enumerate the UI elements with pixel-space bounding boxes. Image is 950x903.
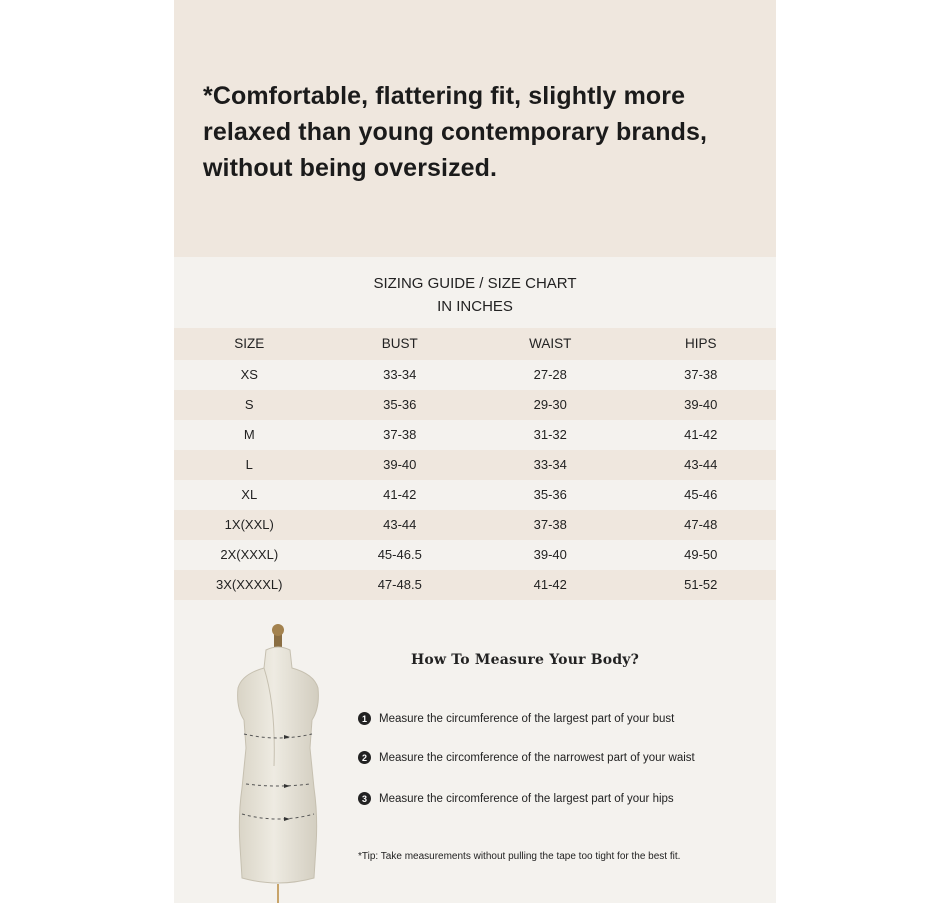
size-cell: L xyxy=(245,457,253,472)
waist-cell: 37-38 xyxy=(533,517,567,532)
waist-cell: 29-30 xyxy=(533,397,567,412)
size-cell: S xyxy=(244,397,254,412)
hips-cell: 49-50 xyxy=(684,547,718,562)
size-cell: XS xyxy=(240,367,258,382)
hips-cell: 37-38 xyxy=(684,367,718,382)
hips-cell: 47-48 xyxy=(684,517,718,532)
size-cell: 3X(XXXXL) xyxy=(216,577,283,592)
bust-cell: 41-42 xyxy=(383,487,417,502)
bust-cell: 35-36 xyxy=(383,397,417,412)
waist-cell: 41-42 xyxy=(533,577,567,592)
step-number-badge: 1 xyxy=(358,712,371,725)
dress-form-illustration xyxy=(214,616,344,903)
fit-description: *Comfortable, flattering fit, slightly more relaxed than young contemporary brands, without being oversized. xyxy=(203,82,708,182)
hips-cell: 51-52 xyxy=(684,577,718,592)
table-row xyxy=(174,360,776,390)
measure-step-hips xyxy=(358,792,674,805)
waist-cell: 31-32 xyxy=(533,427,567,442)
bust-cell: 47-48.5 xyxy=(377,577,422,592)
waist-cell: 35-36 xyxy=(533,487,567,502)
bust-cell: 37-38 xyxy=(383,427,417,442)
size-cell: 1X(XXL) xyxy=(224,517,274,532)
chart-title xyxy=(174,272,776,318)
header-size: SIZE xyxy=(234,336,265,351)
step-number-badge: 2 xyxy=(358,751,371,764)
intro-panel xyxy=(174,0,776,257)
table-row xyxy=(174,450,776,480)
size-guide-page xyxy=(174,0,776,903)
chart-title-line2: IN INCHES xyxy=(437,298,513,315)
waist-cell: 33-34 xyxy=(533,457,567,472)
table-row xyxy=(174,390,776,420)
bust-cell: 39-40 xyxy=(383,457,417,472)
waist-cell: 27-28 xyxy=(533,367,567,382)
bust-cell: 33-34 xyxy=(383,367,417,382)
hips-cell: 43-44 xyxy=(684,457,718,472)
step-number-badge: 3 xyxy=(358,792,371,805)
measure-step-waist xyxy=(358,751,695,764)
header-waist: WAIST xyxy=(529,336,572,351)
table-row xyxy=(174,570,776,600)
table-row xyxy=(174,420,776,450)
table-row xyxy=(174,540,776,570)
header-hips: HIPS xyxy=(684,336,717,351)
size-cell: M xyxy=(243,427,255,442)
size-cell: 2X(XXXL) xyxy=(220,547,279,562)
bust-cell: 45-46.5 xyxy=(377,547,422,562)
table-row xyxy=(174,510,776,540)
header-bust: BUST xyxy=(381,336,418,351)
table-header-row xyxy=(174,328,776,360)
bust-cell: 43-44 xyxy=(383,517,417,532)
measure-step-bust xyxy=(358,712,674,725)
size-cell: XL xyxy=(241,487,258,502)
chart-title-line1: SIZING GUIDE / SIZE CHART xyxy=(373,275,577,292)
hips-cell: 41-42 xyxy=(684,427,718,442)
hips-cell: 45-46 xyxy=(684,487,718,502)
step-text: Measure the circomference of the narrowest part of your waist xyxy=(379,751,695,764)
step-text: Measure the circumference of the largest part of your bust xyxy=(379,712,675,725)
measure-panel xyxy=(174,600,776,903)
measure-title: How To Measure Your Body? xyxy=(411,652,640,668)
hips-cell: 39-40 xyxy=(684,397,718,412)
step-text: Measure the circomference of the largest part of your hips xyxy=(379,792,674,805)
size-chart-table xyxy=(174,328,776,600)
measurement-tip: *Tip: Take measurements without pulling the tape too tight for the best fit. xyxy=(358,851,681,862)
waist-cell: 39-40 xyxy=(533,547,567,562)
table-row xyxy=(174,480,776,510)
